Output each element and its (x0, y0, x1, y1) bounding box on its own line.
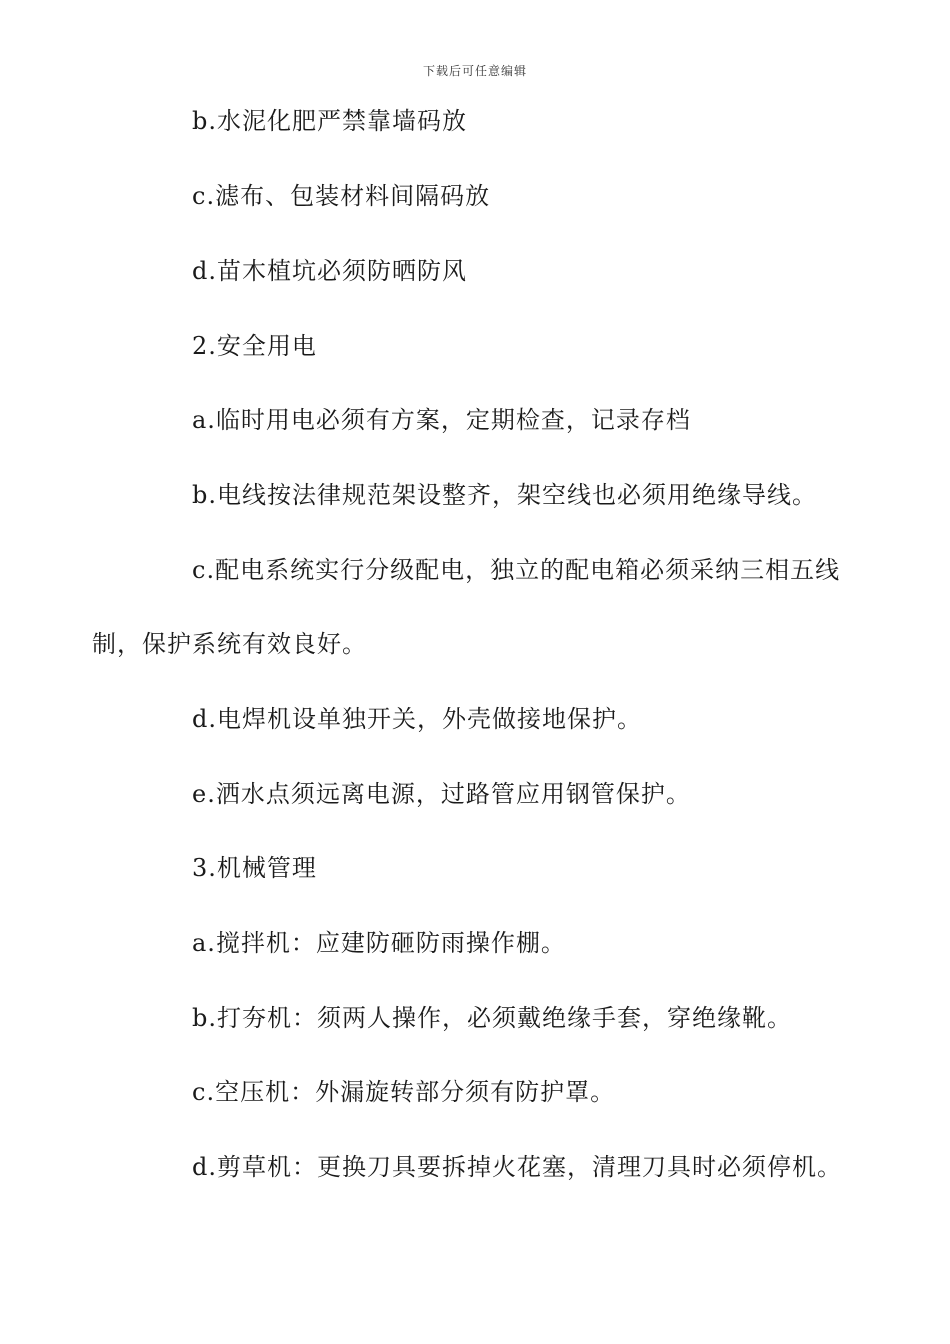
text-line: b.电线按法律规范架设整齐，架空线也必须用绝缘导线。 (192, 481, 817, 509)
text-line: e.洒水点须远离电源，过路管应用钢管保护。 (192, 780, 691, 808)
text-line: a.临时用电必须有方案，定期检查，记录存档 (192, 406, 691, 434)
text-line: c.空压机：外漏旋转部分须有防护罩。 (192, 1078, 616, 1106)
page-header: 下载后可任意编辑 (422, 64, 527, 78)
text-line: a.搅拌机：应建防砸防雨操作棚。 (192, 929, 566, 957)
text-line: c.滤布、包装材料间隔码放 (192, 182, 491, 210)
section-heading: 2.安全用电 (192, 332, 317, 360)
text-line: d.电焊机设单独开关，外壳做接地保护。 (192, 705, 642, 733)
text-line: d.苗木植坑必须防晒防风 (192, 257, 467, 285)
section-heading: 3.机械管理 (192, 854, 317, 882)
text-line-continuation: 制，保护系统有效良好。 (92, 630, 367, 658)
text-line: d.剪草机：更换刀具要拆掉火花塞，清理刀具时必须停机。 (192, 1153, 842, 1181)
text-line: b.打夯机：须两人操作，必须戴绝缘手套，穿绝缘靴。 (192, 1004, 792, 1032)
text-line: c.配电系统实行分级配电，独立的配电箱必须采纳三相五线 (192, 556, 841, 584)
text-line: b.水泥化肥严禁靠墙码放 (192, 107, 467, 135)
